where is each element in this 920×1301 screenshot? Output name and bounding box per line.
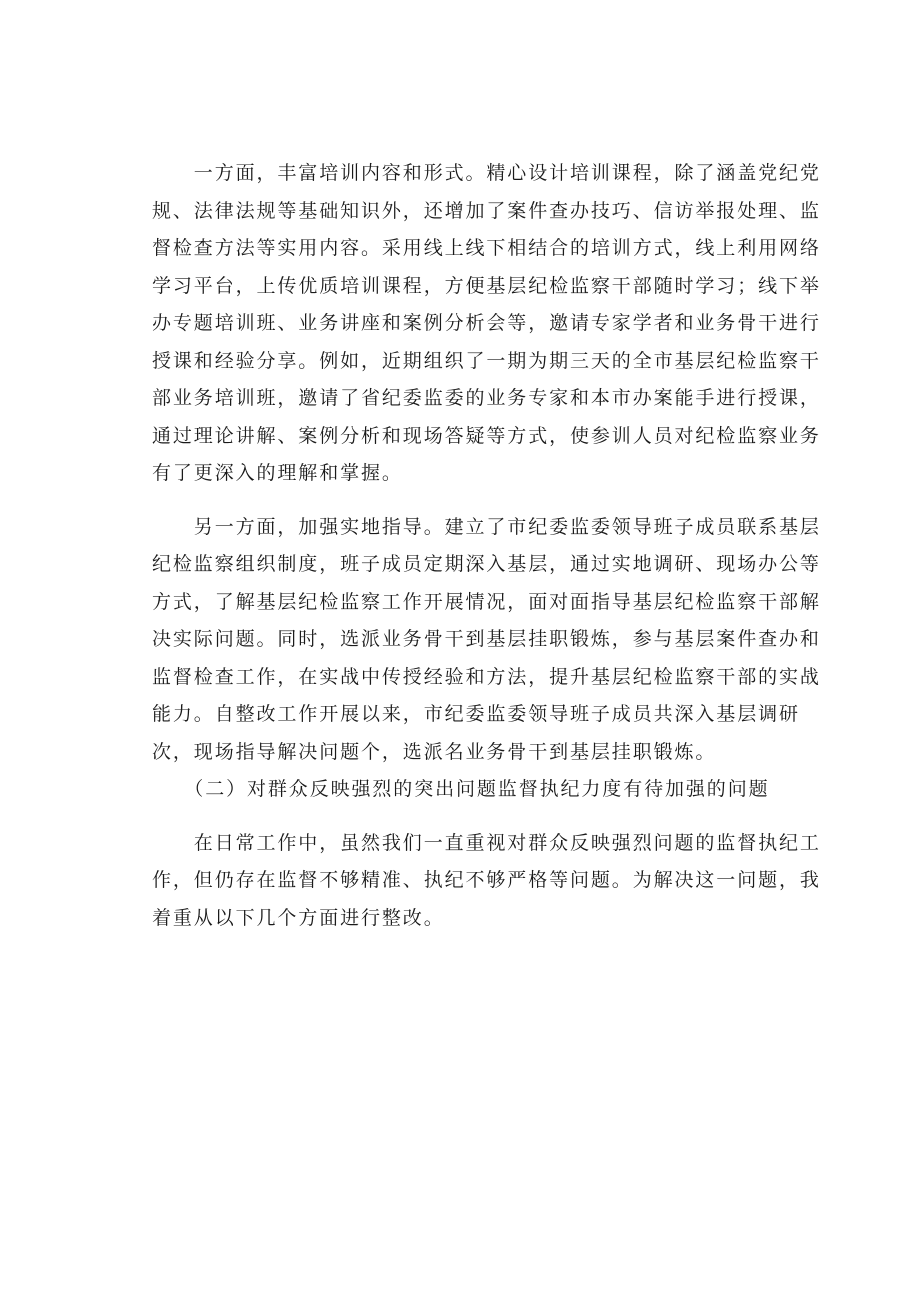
paragraph-supervision-issue (152, 825, 821, 938)
text-line: 规、法律法规等基础知识外，还增加了案件查办技巧、信访举报处理、监 (152, 199, 821, 222)
text-line: 次，现场指导解决问题个，选派名业务骨干到基层挂职锻炼。 (152, 740, 717, 763)
text-line: 有了更深入的理解和掌握。 (152, 462, 403, 484)
text-line: 着重从以下几个方面进行整改。 (152, 906, 445, 929)
text-line: 决实际问题。同时，选派业务骨干到基层挂职锻炼，参与基层案件查办和 (152, 628, 821, 650)
text-line: 方式，了解基层纪检监察工作开展情况，面对面指导基层纪检监察干部解 (152, 590, 821, 613)
text-line: 纪检监察组织制度，班子成员定期深入基层，通过实地调研、现场办公等 (152, 553, 821, 575)
text-line: 授课和经验分享。例如，近期组织了一期为期三天的全市基层纪检监察干 (152, 349, 821, 372)
paragraph-training-content (152, 155, 821, 493)
paragraph-spacer (152, 809, 776, 825)
paragraph-field-guidance (152, 509, 821, 772)
text-line: 学习平台，上传优质培训课程，方便基层纪检监察干部随时学习；线下举 (152, 274, 821, 297)
text-line: 一方面，丰富培训内容和形式。精心设计培训课程，除了涵盖党纪党 (152, 162, 821, 184)
paragraph-spacer (152, 493, 776, 509)
text-line: 部业务培训班，邀请了省纪委监委的业务专家和本市办案能手进行授课， (152, 387, 821, 409)
section-heading: （二）对群众反映强烈的突出问题监督执纪力度有待加强的问题 (152, 778, 770, 800)
text-line: 另一方面，加强实地指导。建立了市纪委监委领导班子成员联系基层 (152, 515, 821, 538)
text-line: 办专题培训班、业务讲座和案例分析会等，邀请专家学者和业务骨干进行 (152, 312, 821, 334)
text-line: 督检查方法等实用内容。采用线上线下相结合的培训方式，线上利用网络 (152, 237, 821, 259)
text-line: 通过理论讲解、案例分析和现场答疑等方式，使参训人员对纪检监察业务 (152, 424, 821, 447)
text-line: 作，但仍存在监督不够精准、执纪不够严格等问题。为解决这一问题，我 (152, 869, 821, 891)
text-line: 在日常工作中，虽然我们一直重视对群众反映强烈问题的监督执纪工 (152, 831, 821, 854)
text-line: 能力。自整改工作开展以来，市纪委监委领导班子成员共深入基层调研 (152, 703, 800, 725)
document-body (152, 155, 821, 937)
text-line: 监督检查工作，在实战中传授经验和方法，提升基层纪检监察干部的实战 (152, 665, 821, 688)
